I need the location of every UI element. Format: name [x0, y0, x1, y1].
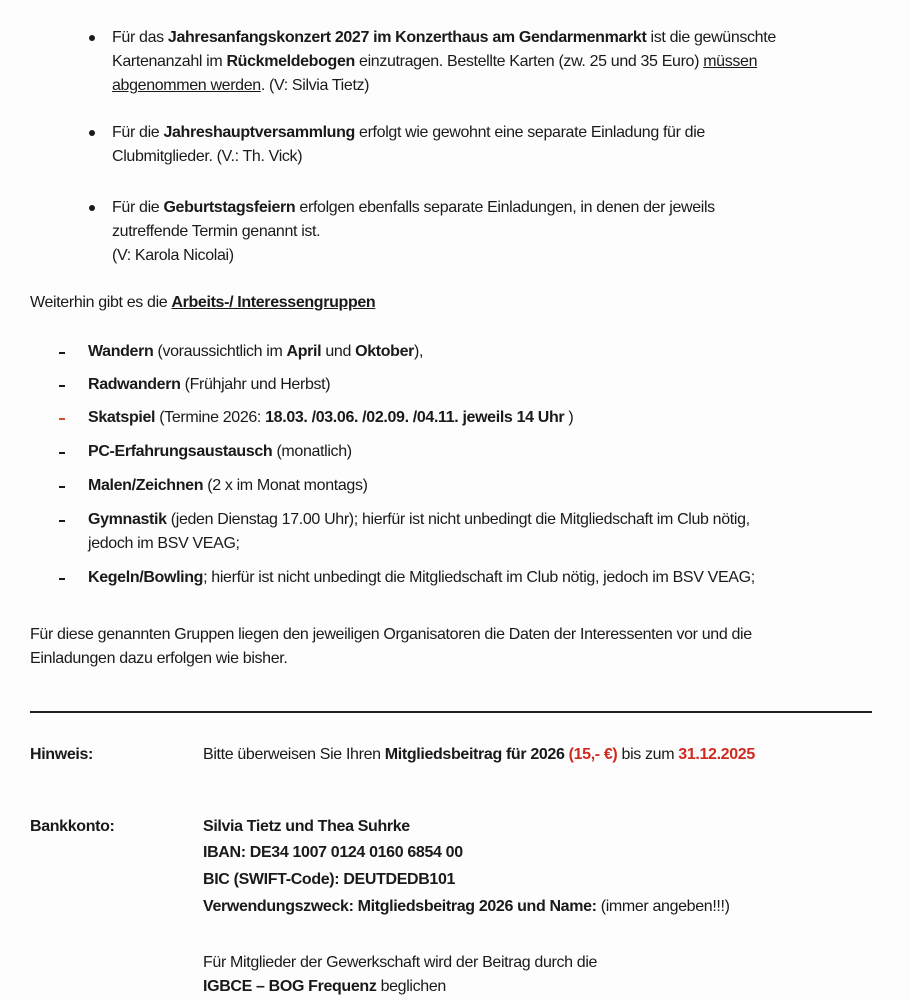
- due-date: 31.12.2025: [678, 746, 755, 763]
- text: Weiterhin gibt es die: [30, 294, 172, 311]
- group-line: [88, 442, 352, 462]
- event-line: [112, 198, 715, 218]
- fee-amount: (15,- €): [568, 746, 618, 763]
- event-line: zutreffende Termin genannt ist.: [112, 223, 321, 240]
- group-line: [88, 476, 368, 496]
- dates: 18.03. /03.06. /02.09. /04.11. jeweils 14 Uhr: [265, 409, 565, 426]
- group-name: Skatspiel: [88, 409, 156, 426]
- group-line: [88, 568, 755, 588]
- event-line: [112, 52, 757, 72]
- event-line: [112, 123, 705, 143]
- bullet-icon: [89, 205, 95, 211]
- group-line: [88, 408, 573, 428]
- text: ; hierfür ist nicht unbedingt die Mitgliedschaft im Club nötig, jedoch im BSV VEAG;: [203, 569, 755, 586]
- event-line: [112, 76, 369, 96]
- text: bis zum: [617, 746, 679, 763]
- group-name: Kegeln/Bowling: [88, 569, 204, 586]
- bullet-icon: [89, 130, 95, 136]
- text: erfolgen ebenfalls separate Einladungen, in denen der jeweils: [295, 199, 715, 216]
- bic: BIC (SWIFT-Code): DEUTDEDB101: [203, 871, 456, 888]
- text: (Frühjahr und Herbst): [180, 376, 331, 393]
- dash-icon: [59, 578, 65, 580]
- group-line: [88, 510, 750, 530]
- text: . (V: Silvia Tietz): [260, 77, 370, 94]
- text: Kartenanzahl im: [112, 53, 227, 70]
- group-line: [88, 375, 330, 395]
- underlined-text: müssen: [703, 53, 758, 70]
- bullet-icon: [89, 35, 95, 41]
- groups-note-line: Einladungen dazu erfolgen wie bisher.: [30, 650, 288, 667]
- text: (Termine 2026:: [155, 409, 266, 426]
- divider: [30, 711, 872, 713]
- account-holder: Silvia Tietz und Thea Suhrke: [203, 818, 410, 835]
- union-line: [203, 977, 446, 997]
- text: Mitgliedsbeitrag für 2026: [384, 746, 565, 763]
- text: April: [286, 343, 322, 360]
- text: und: [321, 343, 356, 360]
- dash-icon: [59, 486, 65, 488]
- text: Für das: [112, 29, 168, 46]
- purpose: [203, 897, 730, 917]
- dash-icon: [59, 385, 65, 387]
- group-line: [88, 342, 423, 362]
- groups-heading: Arbeits-/ Interessengruppen: [171, 294, 376, 311]
- text: Oktober: [355, 343, 414, 360]
- meeting-name: Jahreshauptversammlung: [163, 124, 355, 141]
- event-line: (V: Karola Nicolai): [112, 247, 234, 264]
- text: IGBCE – BOG Frequenz: [203, 978, 377, 995]
- group-name: Malen/Zeichnen: [88, 477, 204, 494]
- iban: IBAN: DE34 1007 0124 0160 6854 00: [203, 844, 463, 861]
- hinweis-label: Hinweis:: [30, 746, 93, 763]
- group-name: Radwandern: [88, 376, 181, 393]
- birthday-name: Geburtstagsfeiern: [163, 199, 296, 216]
- text: beglichen: [376, 978, 446, 995]
- text: ),: [414, 343, 424, 360]
- union-line: Für Mitglieder der Gewerkschaft wird der Beitrag durch die: [203, 954, 598, 971]
- group-name: Gymnastik: [88, 511, 167, 528]
- groups-note-line: Für diese genannten Gruppen liegen den jeweiligen Organisatoren die Daten der Interessenten vor und die: [30, 626, 752, 643]
- text: einzutragen. Bestellte Karten (zw. 25 und 35 Euro): [354, 53, 704, 70]
- underlined-text: abgenommen werden: [112, 77, 261, 94]
- text: ist die gewünschte: [646, 29, 776, 46]
- text: ): [564, 409, 574, 426]
- groups-intro: [30, 293, 375, 313]
- dash-icon: [59, 418, 65, 420]
- hinweis-text: [203, 745, 755, 765]
- dash-icon: [59, 352, 65, 354]
- text: erfolgt wie gewohnt eine separate Einladung für die: [354, 124, 705, 141]
- dash-icon: [59, 520, 65, 522]
- text: Bitte überweisen Sie Ihren: [203, 746, 385, 763]
- text: (2 x im Monat montags): [203, 477, 368, 494]
- text: (jeden Dienstag 17.00 Uhr); hierfür ist nicht unbedingt die Mitgliedschaft im Club nötig,: [166, 511, 750, 528]
- event-line: [112, 28, 776, 48]
- event-line: Clubmitglieder. (V.: Th. Vick): [112, 148, 303, 165]
- text: (monatlich): [272, 443, 352, 460]
- dash-icon: [59, 452, 65, 454]
- bank-label: Bankkonto:: [30, 818, 115, 835]
- text: Für die: [112, 199, 164, 216]
- text: Verwendungszweck: Mitgliedsbeitrag 2026 und Name:: [203, 898, 597, 915]
- group-name: Wandern: [88, 343, 154, 360]
- concert-name: Jahresanfangskonzert 2027 im Konzerthaus am Gendarmenmarkt: [167, 29, 647, 46]
- text: Für die: [112, 124, 164, 141]
- group-line: jedoch im BSV VEAG;: [88, 535, 240, 552]
- text: (voraussichtlich im: [153, 343, 287, 360]
- text: (immer angeben!!!): [596, 898, 730, 915]
- form-name: Rückmeldebogen: [226, 53, 355, 70]
- group-name: PC-Erfahrungsaustausch: [88, 443, 273, 460]
